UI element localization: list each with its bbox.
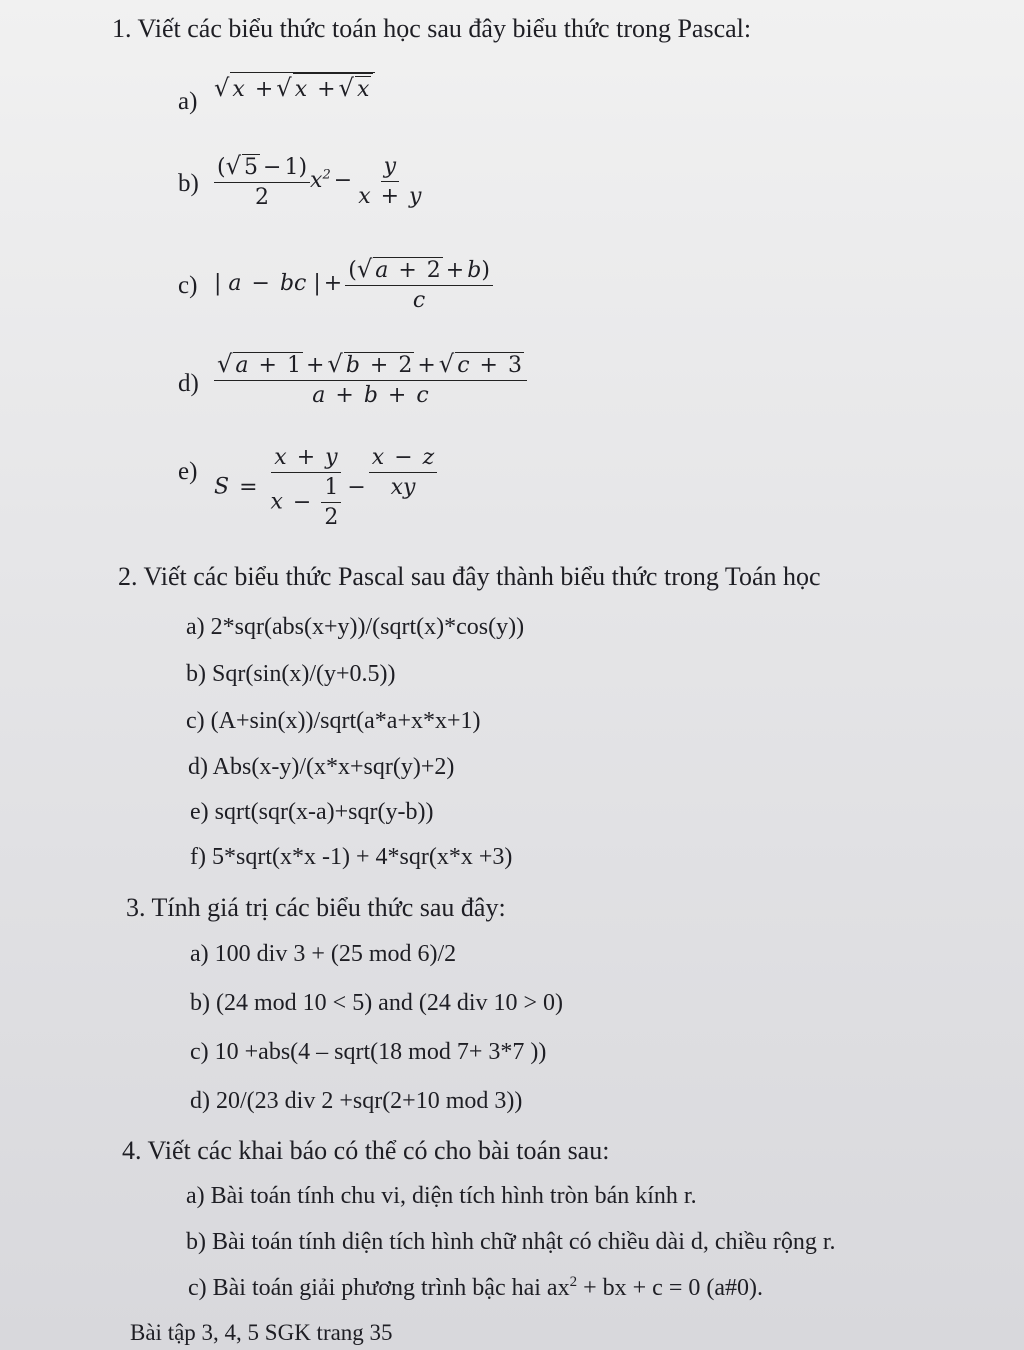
q3-item-a: a) 100 div 3 + (25 mod 6)/2 (190, 941, 457, 967)
q2-item-e: e) sqrt(sqr(x-a)+sqr(y-b)) (190, 799, 434, 825)
q1-expression-b: ( √ 5 − 1) 2 $x^2$ − $\frac{y}{x + y}$ (214, 152, 424, 210)
q4-item-c-exponent: 2 (569, 1274, 578, 1290)
q2-item-d: d) Abs(x-y)/(x*x+sqr(y)+2) (188, 754, 455, 780)
q1-label-c: c) (178, 272, 198, 299)
q4-item-c (188, 1274, 763, 1302)
question-4-title: 4. Viết các khai báo có thể có cho bài toán sau: (122, 1136, 610, 1165)
q1-expression-d: √ a + 1 + √ b + 2 + √ c + 3 a + b + c (214, 350, 527, 408)
q1-expression-a: √ x + √ x + √ x (214, 72, 375, 102)
q1-expression-e: S = x + y x − $\frac{1}{2}$ − $\frac{x - z}{xy}$ (214, 445, 437, 530)
q4-item-c-rest: + bx + c = 0 (a#0). (577, 1275, 763, 1301)
q2-item-c: c) (A+sin(x))/sqrt(a*a+x*x+1) (186, 708, 481, 734)
q1-label-e: e) (178, 458, 198, 485)
q4-item-a: a) Bài toán tính chu vi, diện tích hình tròn bán kính r. (186, 1183, 697, 1209)
q2-item-a: a) 2*sqr(abs(x+y))/(sqrt(x)*cos(y)) (186, 614, 525, 640)
q3-item-c: c) 10 +abs(4 – sqrt(18 mod 7+ 3*7 )) (190, 1039, 547, 1065)
q2-item-f: f) 5*sqrt(x*x -1) + 4*sqr(x*x +3) (190, 844, 513, 870)
q4-item-c-text: c) Bài toán giải phương trình bậc hai ax (188, 1275, 570, 1301)
question-1-title: 1. Viết các biểu thức toán học sau đây biểu thức trong Pascal: (112, 14, 752, 43)
q1-expression-c: | a − bc | + ( √ a + 2 + b) c (214, 255, 493, 313)
question-3-title: 3. Tính giá trị các biểu thức sau đây: (126, 893, 506, 922)
q2-item-b: b) Sqr(sin(x)/(y+0.5)) (186, 661, 396, 687)
question-2-title: 2. Viết các biểu thức Pascal sau đây thành biểu thức trong Toán học (118, 562, 821, 591)
q3-item-d: d) 20/(23 div 2 +sqr(2+10 mod 3)) (190, 1088, 523, 1114)
q1-label-a: a) (178, 88, 198, 115)
q1-label-d: d) (178, 370, 199, 397)
q1-label-b: b) (178, 170, 199, 197)
q4-item-b: b) Bài toán tính diện tích hình chữ nhật có chiều dài d, chiều rộng r. (186, 1229, 836, 1255)
homework-reference: Bài tập 3, 4, 5 SGK trang 35 (130, 1320, 393, 1345)
q3-item-b: b) (24 mod 10 < 5) and (24 div 10 > 0) (190, 990, 564, 1016)
